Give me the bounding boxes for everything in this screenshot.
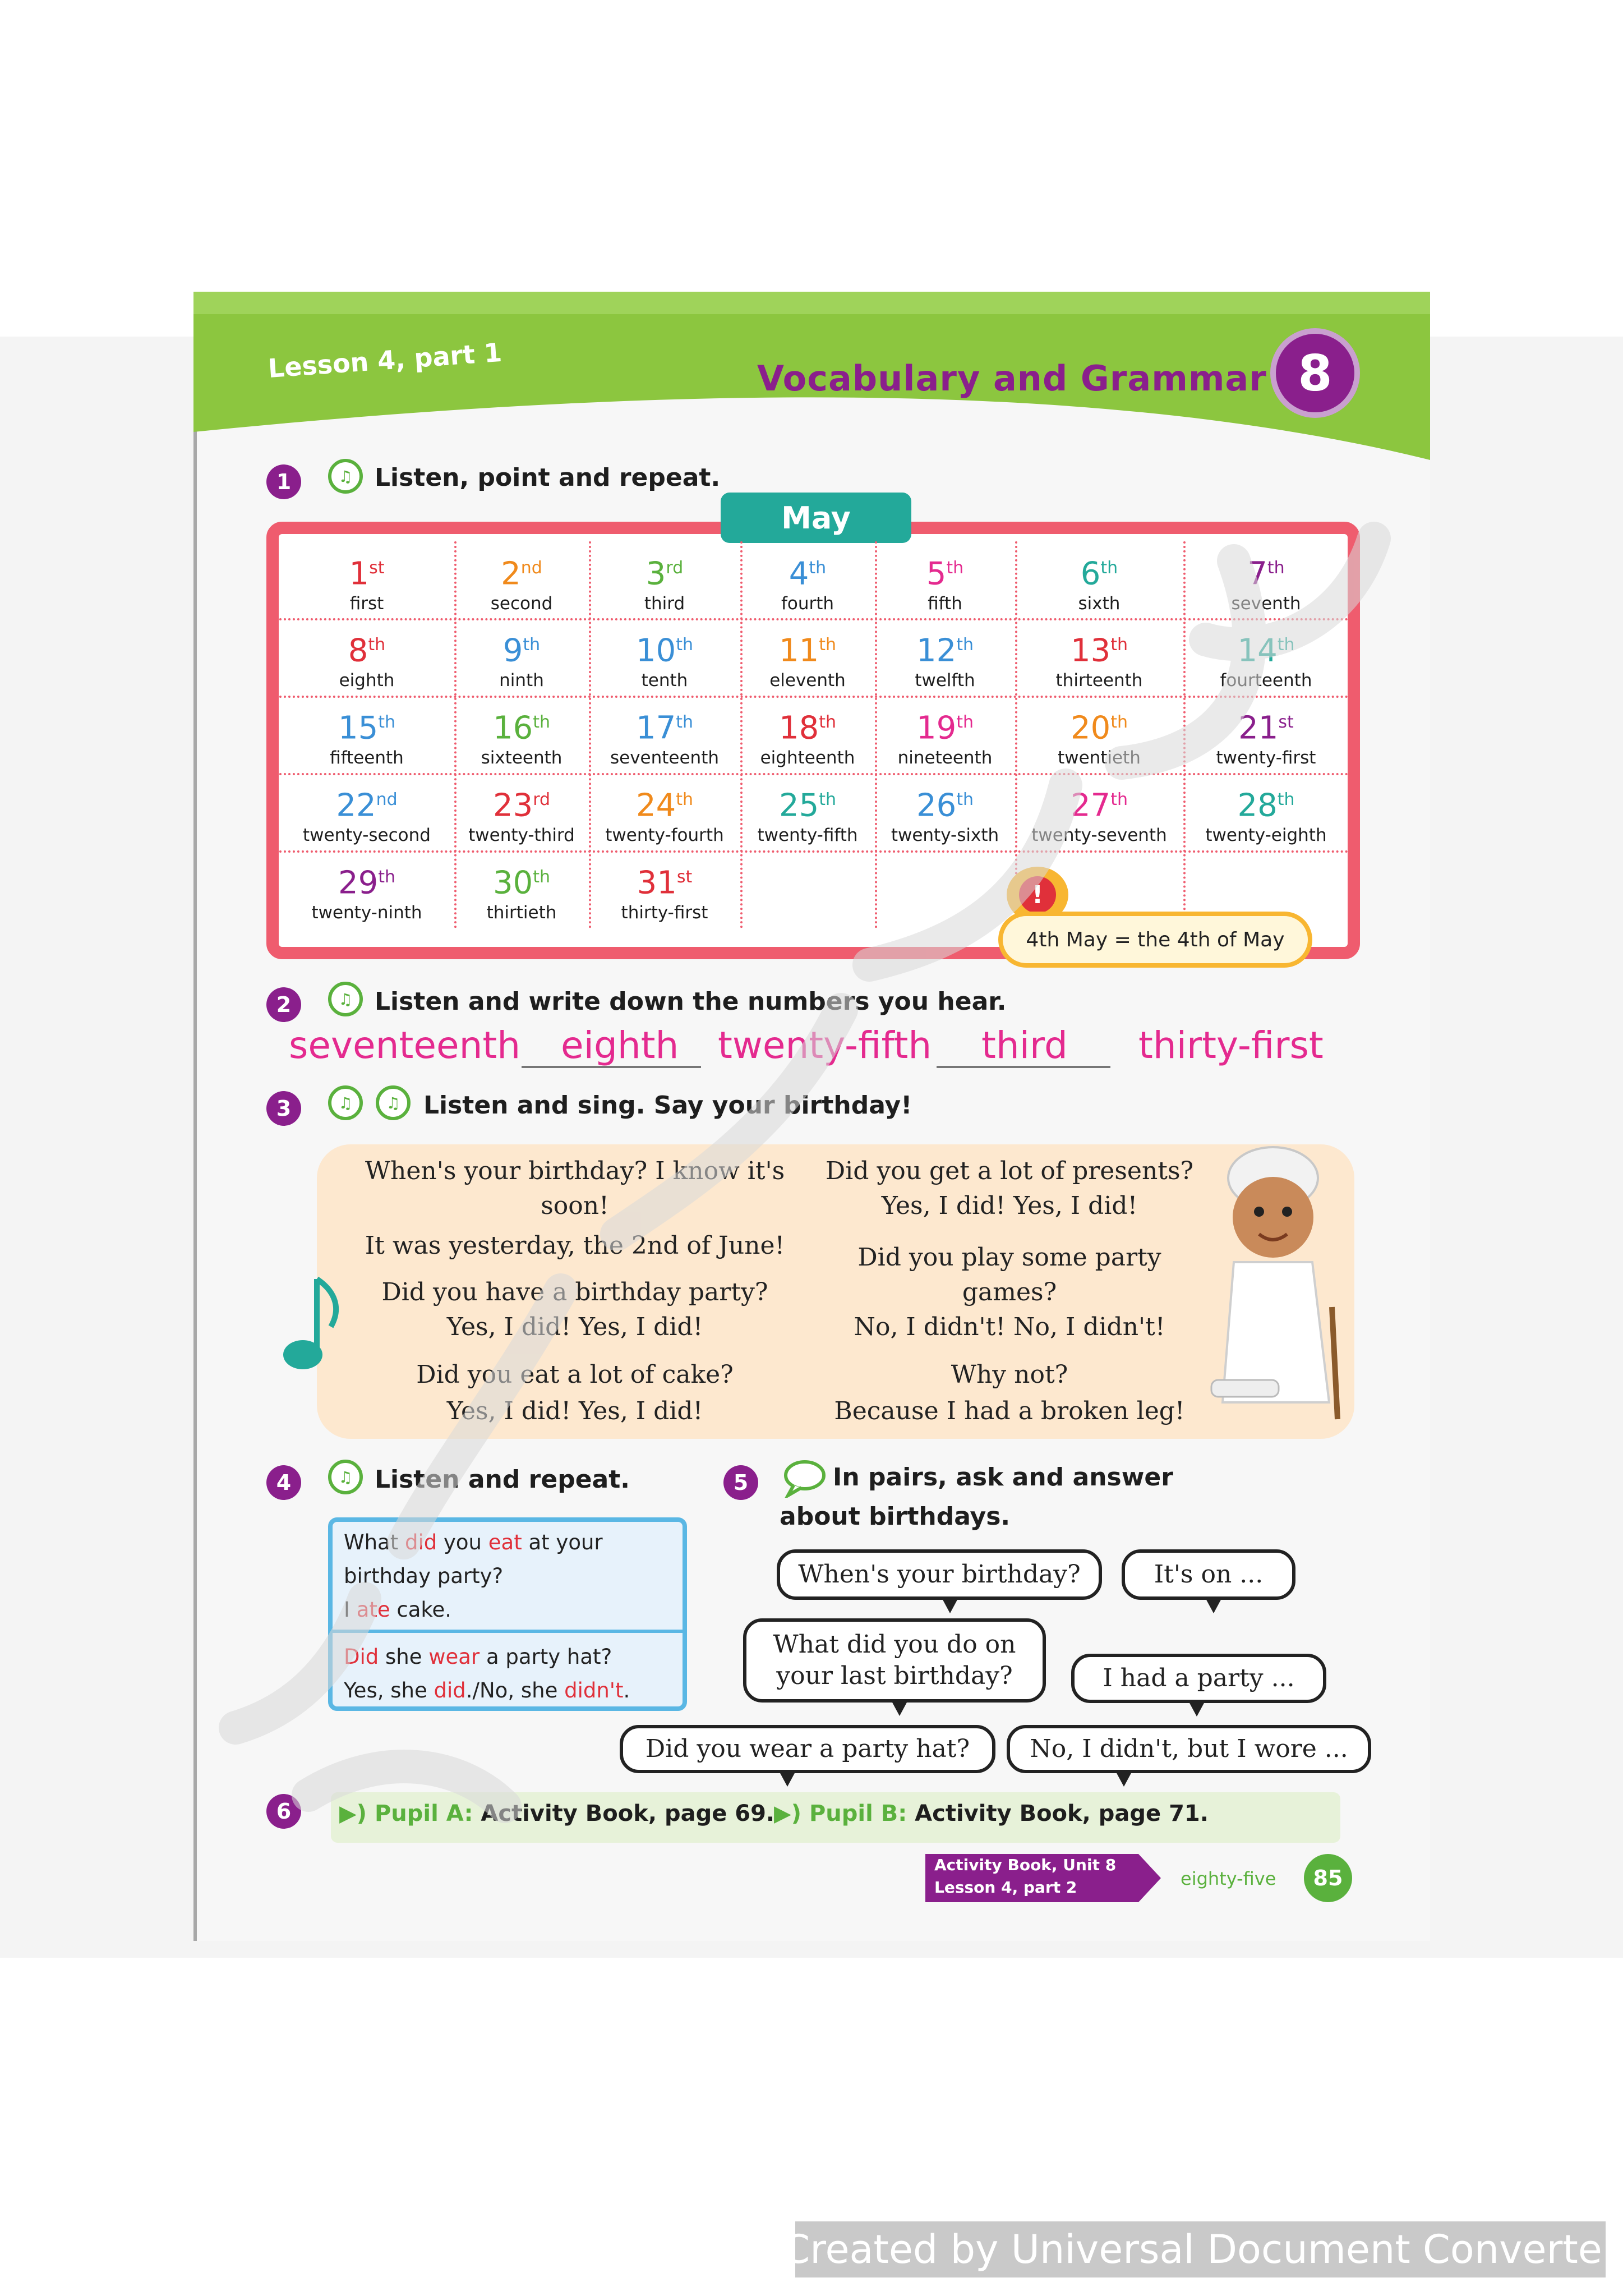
- speech-bubble-tail: [1116, 1772, 1132, 1787]
- calendar-day: [875, 696, 1015, 773]
- exercise-instruction: Listen, point and repeat.: [375, 463, 721, 492]
- calendar-divider: [1183, 541, 1186, 928]
- song-line: Yes, I did! Yes, I did!: [446, 1397, 703, 1425]
- calendar-day: [1183, 541, 1349, 618]
- day-ordinal: 5th: [926, 555, 964, 592]
- written-answer: thirty-first: [1138, 1024, 1324, 1067]
- page-spine: [193, 292, 197, 1941]
- speech-bubble: Did you wear a party hat?: [620, 1725, 995, 1773]
- day-ordinal: 6th: [1080, 555, 1118, 592]
- day-word: sixteenth: [481, 747, 562, 768]
- day-ordinal: 23rd: [492, 787, 551, 824]
- day-word: fifteenth: [330, 747, 404, 768]
- song-line: Did you get a lot of presents?: [825, 1157, 1194, 1185]
- song-line: games?: [962, 1278, 1057, 1306]
- day-ordinal: 11th: [778, 632, 837, 669]
- day-word: twenty-fifth: [757, 825, 858, 845]
- day-word: nineteenth: [897, 747, 993, 768]
- day-ordinal: 24th: [635, 787, 694, 824]
- day-word: thirtieth: [486, 902, 557, 923]
- song-line: Did you play some party: [857, 1243, 1161, 1272]
- day-word: fifth: [928, 593, 962, 614]
- day-word: eleventh: [769, 670, 846, 691]
- exercise-instruction: Listen and sing. Say your birthday!: [423, 1091, 912, 1120]
- written-answer: eighth: [561, 1024, 679, 1067]
- calendar-divider: [279, 618, 1349, 620]
- calendar-day: [875, 773, 1015, 850]
- calendar-divider: [279, 696, 1349, 698]
- boy-illustration: [1189, 1139, 1357, 1430]
- day-word: sixth: [1078, 593, 1121, 614]
- grammar-line: I ate cake.: [344, 1598, 452, 1622]
- month-label: May: [721, 493, 911, 543]
- music-note-icon: [278, 1273, 351, 1386]
- calendar-divider: [740, 541, 743, 928]
- day-word: third: [644, 593, 685, 614]
- date-note: 4th May = the 4th of May: [998, 912, 1312, 968]
- day-word: second: [490, 593, 553, 614]
- calendar-day: [279, 850, 454, 928]
- page-number: 85: [1304, 1854, 1352, 1902]
- calendar-day: [740, 696, 875, 773]
- calendar-day: [589, 773, 740, 850]
- written-answer: twenty-fifth: [718, 1024, 932, 1067]
- day-ordinal: 2nd: [501, 555, 542, 592]
- day-ordinal: 22nd: [336, 787, 398, 824]
- day-word: thirty-first: [621, 902, 708, 923]
- section-title: Vocabulary and Grammar: [757, 358, 1267, 399]
- activity-book-reference[interactable]: ▶) Pupil A: Activity Book, page 69.: [339, 1801, 775, 1826]
- day-ordinal: 4th: [789, 555, 827, 592]
- calendar-day: [454, 618, 589, 696]
- exercise-number: 2: [266, 987, 301, 1022]
- day-word: fourteenth: [1220, 670, 1312, 691]
- audio-play-icon: ▶): [774, 1801, 809, 1826]
- day-ordinal: 31st: [637, 864, 693, 901]
- converter-stamp: Created by Universal Document Converter: [795, 2221, 1606, 2277]
- lesson-label: Lesson 4, part 1: [267, 337, 503, 384]
- day-ordinal: 7th: [1247, 555, 1285, 592]
- calendar-day: [1015, 618, 1183, 696]
- day-ordinal: 26th: [916, 787, 974, 824]
- unit-badge: 8: [1270, 328, 1360, 418]
- day-ordinal: 30th: [492, 864, 551, 901]
- song-line: Because I had a broken leg!: [834, 1397, 1185, 1425]
- day-word: twenty-first: [1216, 747, 1316, 768]
- calendar-day: [454, 850, 589, 928]
- exercise-instruction: Listen and repeat.: [375, 1465, 630, 1494]
- grammar-line: Yes, she did./No, she didn't.: [344, 1678, 630, 1703]
- speech-bubble: It's on ...: [1122, 1549, 1295, 1600]
- activity-book-tag: Activity Book, Unit 8 Lesson 4, part 2: [925, 1854, 1138, 1902]
- song-line: It was yesterday, the 2nd of June!: [365, 1231, 785, 1260]
- calendar-divider: [589, 541, 591, 928]
- day-ordinal: 20th: [1070, 710, 1128, 747]
- speech-bubble-tail: [1189, 1702, 1205, 1717]
- speech-bubble-icon: [782, 1458, 827, 1498]
- day-word: seventh: [1231, 593, 1301, 614]
- day-word: twenty-second: [303, 825, 431, 845]
- day-ordinal: 14th: [1237, 632, 1295, 669]
- headphones-icon[interactable]: ♫: [328, 1460, 363, 1494]
- calendar-day: [740, 541, 875, 618]
- day-word: twenty-eighth: [1205, 825, 1327, 845]
- calendar-day: [1183, 618, 1349, 696]
- calendar-day: [279, 773, 454, 850]
- day-ordinal: 3rd: [645, 555, 684, 592]
- calendar-day: [1183, 773, 1349, 850]
- calendar-divider: [279, 850, 1349, 853]
- calendar-day: [589, 541, 740, 618]
- exercise-number: 3: [266, 1091, 301, 1126]
- day-word: twenty-sixth: [891, 825, 999, 845]
- speech-bubble-tail: [780, 1772, 795, 1787]
- calendar-day: [279, 618, 454, 696]
- audio-play-icon: ▶): [339, 1801, 375, 1826]
- day-ordinal: 12th: [916, 632, 974, 669]
- headphones-icon[interactable]: ♫: [328, 982, 363, 1016]
- exercise-number: 1: [266, 464, 301, 499]
- exercise-instruction: about birthdays.: [780, 1502, 1011, 1531]
- calendar-day: [740, 618, 875, 696]
- headphones-icon[interactable]: ♫: [328, 459, 363, 494]
- song-line: When's your birthday? I know it's: [365, 1157, 785, 1185]
- page-number-word: eighty-five: [1181, 1868, 1276, 1889]
- exercise-number: 5: [723, 1465, 758, 1500]
- day-word: fourth: [781, 593, 834, 614]
- calendar-day: [875, 541, 1015, 618]
- day-word: twenty-seventh: [1031, 825, 1167, 845]
- day-ordinal: 28th: [1237, 787, 1295, 824]
- day-ordinal: 21st: [1238, 710, 1294, 747]
- calendar-day: [875, 618, 1015, 696]
- calendar-day: [1015, 541, 1183, 618]
- day-word: tenth: [641, 670, 688, 691]
- day-word: twenty-ninth: [311, 902, 422, 923]
- song-line: No, I didn't! No, I didn't!: [854, 1313, 1165, 1341]
- day-ordinal: 17th: [635, 710, 694, 747]
- calendar-day: [589, 696, 740, 773]
- grammar-line: What did you eat at your: [344, 1530, 603, 1554]
- song-line: Did you eat a lot of cake?: [416, 1360, 734, 1389]
- day-ordinal: 10th: [635, 632, 694, 669]
- calendar-divider: [1015, 541, 1017, 928]
- calendar-day: [589, 618, 740, 696]
- day-word: seventeenth: [610, 747, 720, 768]
- day-ordinal: 13th: [1070, 632, 1128, 669]
- headphones-icon[interactable]: ♫: [376, 1085, 411, 1120]
- calendar-day: [454, 541, 589, 618]
- day-word: thirteenth: [1055, 670, 1143, 691]
- day-ordinal: 9th: [502, 632, 541, 669]
- day-ordinal: 29th: [338, 864, 396, 901]
- alert-icon: !: [1007, 867, 1068, 923]
- day-word: twentieth: [1058, 747, 1141, 768]
- calendar-day: [1015, 773, 1183, 850]
- calendar-day: [454, 696, 589, 773]
- grammar-line: birthday party?: [344, 1564, 504, 1588]
- grammar-box-divider: [328, 1630, 687, 1633]
- song-line: Did you have a birthday party?: [381, 1278, 768, 1306]
- day-word: first: [349, 593, 384, 614]
- calendar-divider: [454, 541, 457, 928]
- day-ordinal: 27th: [1070, 787, 1128, 824]
- activity-book-reference[interactable]: ▶) Pupil B: Activity Book, page 71.: [774, 1801, 1209, 1826]
- calendar-day: [279, 541, 454, 618]
- speech-bubble: When's your birthday?: [777, 1549, 1102, 1600]
- day-word: ninth: [499, 670, 544, 691]
- day-word: twenty-fourth: [605, 825, 724, 845]
- speech-bubble-tail: [892, 1701, 907, 1716]
- speech-bubble: I had a party ...: [1071, 1654, 1326, 1703]
- day-ordinal: 16th: [492, 710, 551, 747]
- exercise-number: 4: [266, 1465, 301, 1500]
- song-line: soon!: [541, 1191, 609, 1220]
- day-word: eighteenth: [760, 747, 855, 768]
- song-line: Yes, I did! Yes, I did!: [881, 1191, 1138, 1220]
- calendar-divider: [279, 773, 1349, 775]
- day-ordinal: 19th: [916, 710, 974, 747]
- song-line: Yes, I did! Yes, I did!: [446, 1313, 703, 1341]
- day-ordinal: 1st: [349, 555, 385, 592]
- day-word: twenty-third: [468, 825, 575, 845]
- exercise-number: 6: [266, 1794, 301, 1829]
- activity-book-tag-arrow: [1138, 1854, 1161, 1902]
- speech-bubble: No, I didn't, but I wore ...: [1007, 1725, 1371, 1773]
- day-ordinal: 8th: [348, 632, 386, 669]
- speech-bubble: What did you do on your last birthday?: [743, 1618, 1046, 1703]
- exercise-instruction: Listen and write down the numbers you hear.: [375, 987, 1007, 1016]
- grammar-line: Did she wear a party hat?: [344, 1645, 612, 1669]
- calendar-day: [279, 696, 454, 773]
- calendar-day: [1015, 696, 1183, 773]
- day-ordinal: 25th: [778, 787, 837, 824]
- calendar-day: [740, 773, 875, 850]
- written-answer: seventeenth: [289, 1024, 521, 1067]
- speech-bubble-tail: [1206, 1599, 1221, 1613]
- calendar-day: [589, 850, 740, 928]
- calendar-divider: [875, 541, 877, 928]
- day-word: twelfth: [915, 670, 975, 691]
- calendar-day: [454, 773, 589, 850]
- song-line: Why not?: [951, 1360, 1068, 1389]
- exercise-instruction: In pairs, ask and answer: [833, 1463, 1173, 1492]
- day-word: eighth: [339, 670, 395, 691]
- calendar-day: [1183, 696, 1349, 773]
- speech-bubble-tail: [942, 1599, 958, 1613]
- written-answer: third: [981, 1024, 1068, 1067]
- headphones-icon[interactable]: ♫: [328, 1085, 363, 1120]
- day-ordinal: 15th: [338, 710, 396, 747]
- day-ordinal: 18th: [778, 710, 837, 747]
